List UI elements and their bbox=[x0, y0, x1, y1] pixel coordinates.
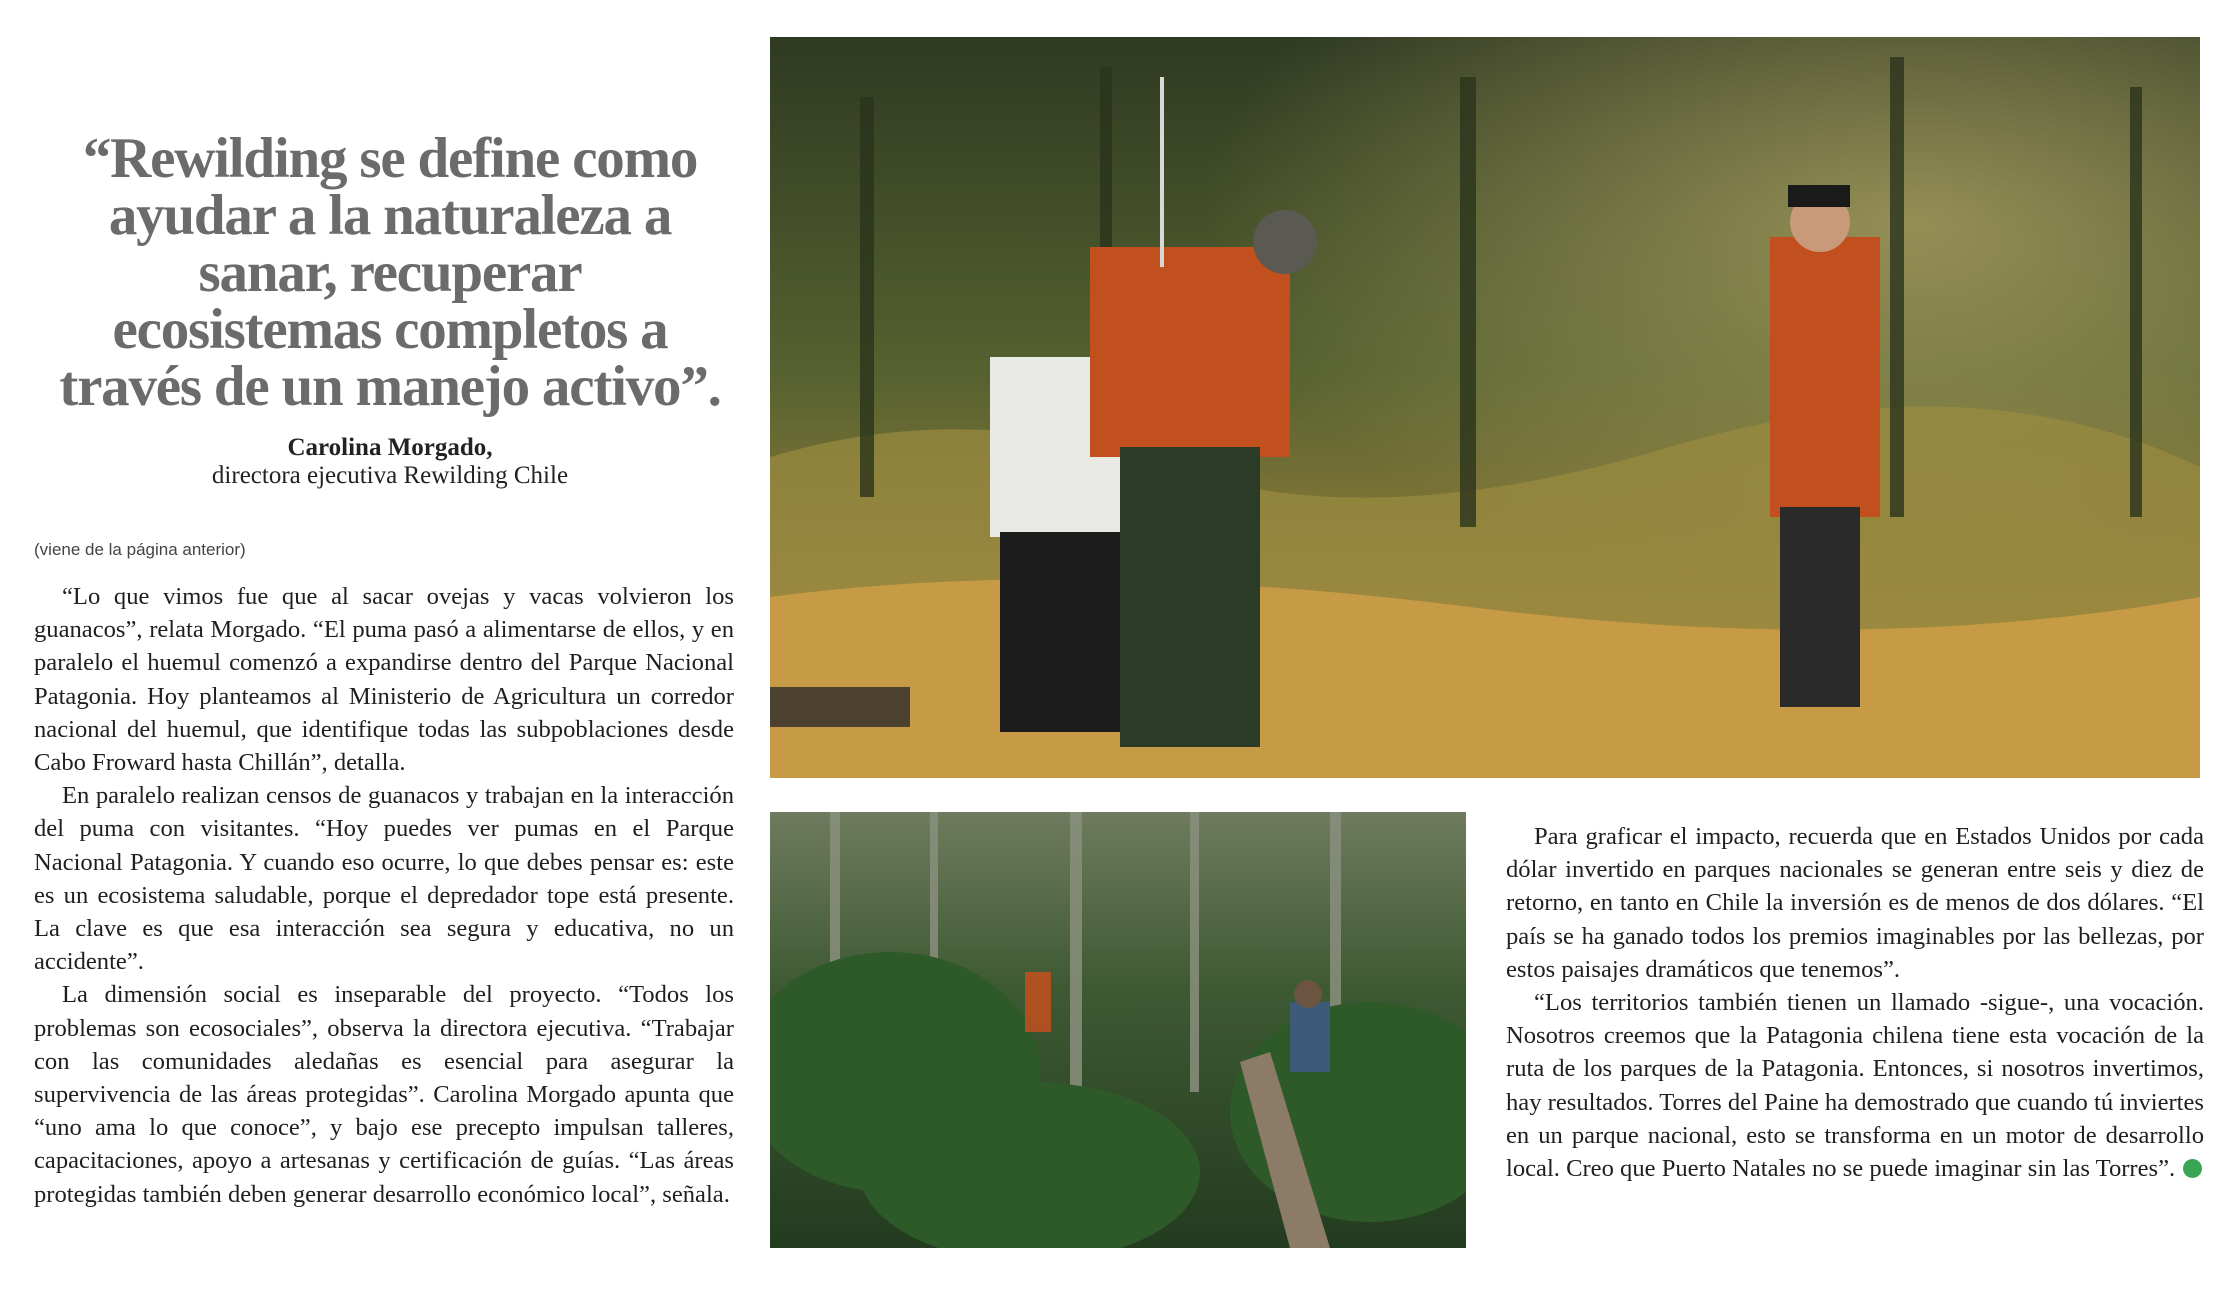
article-paragraph bbox=[1506, 986, 2204, 1185]
article-paragraph: “Lo que vimos fue que al sacar ovejas y vacas volvieron los guanacos”, relata Morgado. “El puma pasó a alimentarse de ellos, y en paralelo el huemul comenzó a expandirse dentro del Parque Nacional Patagonia. Hoy planteamos al Ministerio de Agricultura un corredor nacional del huemul, que identifique todas las subpoblaciones desde Cabo Froward hasta Chillán”, detalla. bbox=[34, 583, 734, 777]
article-paragraph: Para graficar el impacto, recuerda que en Estados Unidos por cada dólar invertido en parques nacionales se generan entre seis y diez de retorno, en tanto en Chile la inversión es de menos de dos dólares. “El país se ha ganado todos los premios imaginables por las bellezas, por estos paisajes dramáticos que tenemos”. bbox=[1506, 823, 2204, 983]
pull-quote-line: ecosistemas completos a bbox=[112, 298, 668, 361]
pull-quote bbox=[40, 127, 740, 418]
quote-attribution bbox=[40, 434, 740, 490]
article-paragraph: La dimensión social es inseparable del proyecto. “Todos los problemas son ecosociales”, observa la directora ejecutiva. “Trabajar con las comunidades aledañas es esencial para asegurar la supervivencia de las áreas protegidas”. Carolina Morgado apunta que “uno ama lo que conoce”, y bajo ese precepto impulsan talleres, capacitaciones, apoyo a artesanas y certificación de guías. “Las áreas protegidas también deben generar desarrollo económico local”, señala. bbox=[34, 981, 734, 1208]
author-role: directora ejecutiva Rewilding Chile bbox=[211, 462, 569, 489]
continued-note: (viene de la página anterior) bbox=[34, 540, 246, 559]
author-name: Carolina Morgado, bbox=[287, 434, 493, 461]
article-paragraph: En paralelo realizan censos de guanacos y trabajan en la interacción del puma con visitantes. “Hoy puedes ver pumas en el Parque Nacional Patagonia. Y cuando eso ocurre, lo que debes pensar es: este es un ecosistema saludable, porque el depredador tope está presente. La clave es que esa interacción sea segura y educativa, no un accidente”. bbox=[34, 782, 734, 976]
photo-field-team bbox=[770, 37, 2200, 778]
article-column-right bbox=[1506, 820, 2204, 1185]
pull-quote-line: través de un manejo activo”. bbox=[59, 355, 721, 418]
pull-quote-line: “Rewilding se define como bbox=[82, 127, 698, 190]
article-paragraph-text: “Los territorios también tienen un llamado -sigue-, una vocación. Nosotros creemos que la Patagonia chilena tiene esta vocación de la ruta de los parques de la Patagonia. Entonces, si nosotros invertimos, hay resultados. Torres del Paine ha demostrado que cuando tú inviertes en un parque nacional, esto se transforma en un motor de desarrollo local. Creo que Puerto Natales no se puede imaginar sin las Torres”. bbox=[1506, 989, 2204, 1183]
end-of-article-dot-icon bbox=[2183, 1159, 2202, 1178]
pull-quote-line: ayudar a la naturaleza a bbox=[108, 184, 672, 247]
article-column-left bbox=[34, 580, 734, 1211]
pull-quote-line: sanar, recuperar bbox=[198, 241, 582, 304]
photo-forest-work bbox=[770, 812, 1466, 1248]
